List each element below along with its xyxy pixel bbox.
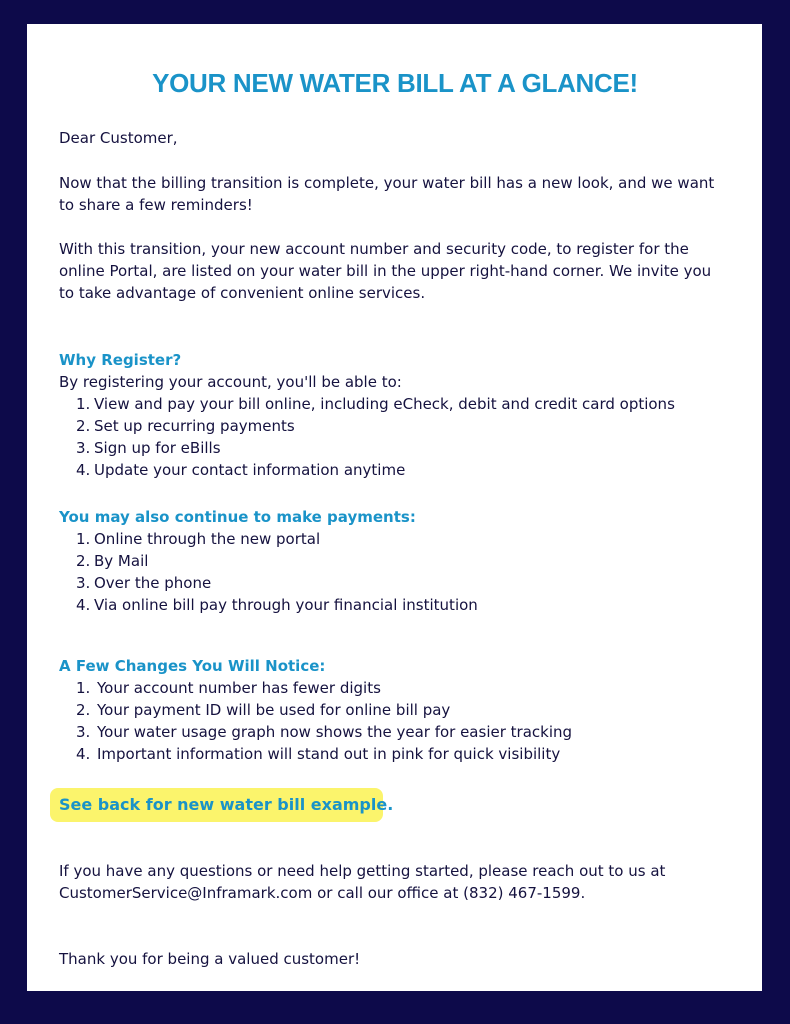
page-title: YOUR NEW WATER BILL AT A GLANCE! — [152, 68, 638, 98]
changes-heading: A Few Changes You Will Notice: — [59, 657, 326, 675]
list-item: 1. View and pay your bill online, including eCheck, debit and credit card options — [76, 395, 675, 413]
letter-page — [27, 24, 762, 991]
transition-paragraph: With this transition, your new account number and security code, to register for the online Portal, are listed on your water bill in the upper right-hand corner. We invite you to take advantage of convenient online services. — [59, 240, 712, 302]
payments-list — [59, 528, 729, 616]
list-item: 3. Over the phone — [76, 574, 212, 592]
why-register-heading: Why Register? — [59, 351, 182, 369]
list-item: 2. By Mail — [76, 552, 149, 570]
list-item: 1. Your account number has fewer digits — [76, 679, 381, 697]
why-register-intro: By registering your account, you'll be able to: — [59, 373, 402, 391]
greeting: Dear Customer, — [59, 129, 178, 147]
list-item: 3. Your water usage graph now shows the year for easier tracking — [76, 723, 573, 741]
changes-section — [59, 655, 729, 765]
list-item: 2. Set up recurring payments — [76, 417, 295, 435]
why-register-section — [59, 349, 729, 481]
payments-heading: You may also continue to make payments: — [59, 508, 416, 526]
changes-list — [59, 677, 729, 765]
callout-text: See back for new water bill example. — [59, 795, 394, 814]
list-item: 2. Your payment ID will be used for online bill pay — [76, 701, 451, 719]
why-register-list — [59, 393, 729, 481]
list-item: 4. Important information will stand out in pink for quick visibility — [76, 745, 561, 763]
intro-paragraph: Now that the billing transition is complete, your water bill has a new look, and we want to share a few reminders! — [59, 174, 715, 214]
list-item: 4. Update your contact information anytime — [76, 461, 406, 479]
payments-section — [59, 506, 729, 616]
list-item: 4. Via online bill pay through your financial institution — [76, 596, 478, 614]
contact-paragraph: If you have any questions or need help getting started, please reach out to us at CustomerService@Inframark.com or call our office at (832) 467-1599. — [59, 862, 666, 902]
list-item: 3. Sign up for eBills — [76, 439, 221, 457]
list-item: 1. Online through the new portal — [76, 530, 321, 548]
closing-line: Thank you for being a valued customer! — [59, 950, 361, 968]
